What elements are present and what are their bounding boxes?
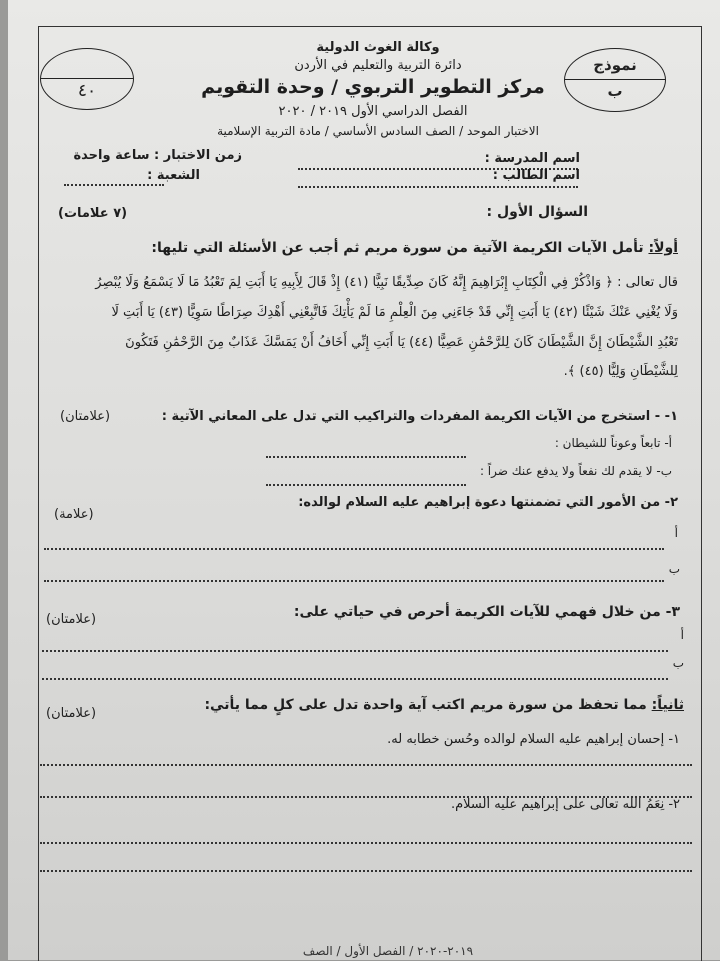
max-score: ٤٠ [77, 81, 97, 101]
part-2-instruction [204, 697, 684, 713]
part-2-prefix: ثانياً: [651, 697, 684, 713]
center-title: مركز التطوير التربوي / وحدة التقويم [201, 76, 545, 98]
student-label: اسم الطالب : [492, 168, 580, 183]
part-2-item-1-answer-line-1[interactable] [40, 764, 692, 766]
question-1-title: السؤال الأول : [486, 204, 588, 220]
part-2-item-2: ٢- نِعَمُ الله تعالى على إبراهيم عليه السلام. [450, 797, 680, 812]
verse-line-2: وَلَا يُغْنِي عَنْكَ شَيْئًا (٤٢) يَا أَبَتِ إِنِّي قَدْ جَاءَنِي مِنَ الْعِلْمِ مَا لَمْ يَأْتِكَ فَاتَّبِعْنِي أَهْدِكَ صِرَاطًا سَوِيًّا (٤٣) يَا أَبَتِ لَا [111, 305, 678, 320]
exam-info: الاختبار الموحد / الصف السادس الأساسي / مادة التربية الإسلامية [217, 124, 539, 138]
model-label: نموذج [593, 56, 637, 74]
section-field[interactable] [64, 184, 164, 186]
sub-question-2-marks: (علامة) [54, 507, 94, 522]
agency-title: وكالة الغوث الدولية [316, 40, 440, 55]
sub-question-3: ٣- من خلال فهمي للآيات الكريمة أحرص في حياتي على: [293, 604, 680, 620]
exam-paper [8, 0, 720, 960]
verse-line-1: قال تعالى : ﴿ وَاذْكُرْ فِي الْكِتَابِ إِبْرَاهِيمَ إِنَّهُ كَانَ صِدِّيقًا نَبِيًّا (٤١) إِذْ قَالَ لِأَبِيهِ يَا أَبَتِ لِمَ تَعْبُدُ مَا لَا يَسْمَعُ وَلَا يُبْصِرُ [95, 275, 678, 290]
score-oval [40, 48, 134, 110]
part-2-text: مما تحفظ من سورة مريم اكتب آية واحدة تدل على كلٍ مما يأتي: [204, 697, 647, 713]
sub-1-b-answer[interactable] [266, 484, 466, 486]
page-border [38, 26, 702, 961]
part-2-item-2-answer-line-1[interactable] [40, 842, 692, 844]
sub-2-b-label: ب [668, 562, 680, 576]
part-1-instruction [151, 240, 678, 256]
part-1-prefix: أولاً: [648, 240, 678, 256]
sub-question-3-marks: (علامتان) [46, 612, 97, 627]
sub-2-a-answer[interactable] [44, 548, 664, 550]
model-oval [564, 48, 666, 112]
sub-question-2: ٢- من الأمور التي تضمنتها دعوة إبراهيم عليه السلام لوالده: [298, 495, 678, 510]
sub-1-a-label: أ- تابعاً وعوناً للشيطان : [554, 436, 672, 450]
sub-2-a-label: أ [674, 526, 678, 540]
student-field[interactable] [298, 186, 578, 188]
term-title: الفصل الدراسي الأول ٢٠١٩ / ٢٠٢٠ [278, 104, 468, 119]
page-footer: ٢٠١٩-٢٠٢٠ / الفصل الأول / الصف [302, 944, 474, 958]
sub-2-b-answer[interactable] [44, 580, 664, 582]
question-1-marks: (٧ علامات) [58, 206, 128, 221]
sub-3-b-label: ب [672, 656, 684, 670]
sub-1-b-label: ب- لا يقدم لك نفعاً ولا يدفع عنك ضراً : [479, 464, 672, 478]
part-2-item-1: ١- إحسان إبراهيم عليه السلام لوالده وحُسن خطابه له. [387, 732, 680, 747]
section-label: الشعبة : [147, 168, 200, 183]
sub-question-1: ١- - استخرج من الآيات الكريمة المفردات والتراكيب التي تدل على المعاني الآتية : [161, 409, 678, 424]
verse-line-4: لِلشَّيْطَانِ وَلِيًّا (٤٥) ﴾. [563, 364, 678, 379]
department-title: دائرة التربية والتعليم في الأردن [294, 58, 462, 73]
part-2-item-2-answer-line-2[interactable] [40, 870, 692, 872]
exam-time: زمن الاختبار : ساعة واحدة [73, 148, 242, 163]
verse-line-3: تَعْبُدِ الشَّيْطَانَ إِنَّ الشَّيْطَانَ كَانَ لِلرَّحْمَٰنِ عَصِيًّا (٤٤) يَا أَبَتِ إِنِّي أَخَافُ أَنْ يَمَسَّكَ عَذَابٌ مِنَ الرَّحْمَٰنِ فَتَكُونَ [125, 335, 678, 350]
school-label: اسم المدرسة : [484, 151, 580, 166]
model-letter: ب [607, 82, 623, 100]
part-1-text: تأمل الآيات الكريمة الآتية من سورة مريم ثم أجب عن الأسئلة التي تليها: [151, 240, 644, 256]
sub-question-1-marks: (علامتان) [60, 409, 111, 424]
sub-3-b-answer[interactable] [42, 678, 668, 680]
sub-3-a-answer[interactable] [42, 650, 668, 652]
sub-3-a-label: أ [680, 628, 684, 642]
sub-1-a-answer[interactable] [266, 456, 466, 458]
part-2-marks: (علامتان) [46, 706, 97, 721]
